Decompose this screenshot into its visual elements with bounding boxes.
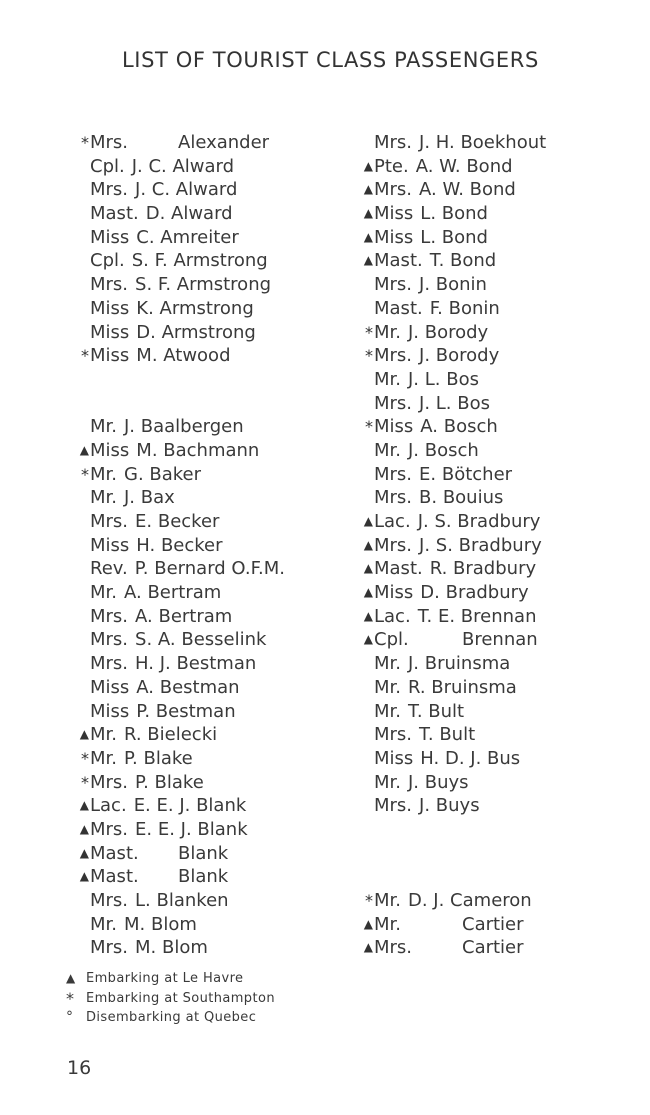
passenger-row (74, 273, 364, 297)
marker-slot (74, 676, 89, 700)
legend-item (66, 989, 275, 1009)
passenger-row (358, 344, 648, 368)
passenger-name: T. E. Brennan (417, 605, 537, 627)
passenger-row (358, 557, 648, 581)
passenger-name: D. Alward (145, 203, 233, 225)
passenger-row (358, 392, 648, 416)
asterisk-icon: * (365, 417, 373, 437)
passenger-row (74, 557, 364, 581)
passenger-name: B. Bouius (419, 487, 504, 509)
triangle-icon: ▲ (79, 821, 89, 836)
triangle-icon: ▲ (363, 940, 373, 955)
passenger-name: J. H. Boekhout (419, 132, 547, 153)
passenger-name: D. Armstrong (136, 321, 256, 343)
marker-slot (74, 415, 89, 439)
passenger-name: E. E. J. Blank (135, 818, 248, 840)
passenger-title: Mrs. (374, 487, 413, 509)
passenger-title: Cpl. (90, 250, 125, 272)
passenger-name: J. Bax (124, 487, 175, 509)
passenger-title: Mr. (374, 890, 401, 911)
passenger-name: S. F. Armstrong (135, 274, 272, 296)
passenger-row (358, 321, 648, 345)
passenger-title: Pte. (374, 155, 409, 177)
passenger-name: T. Bult (408, 700, 465, 722)
passenger-row (74, 794, 364, 818)
marker-slot (74, 273, 89, 297)
passenger-name: M. Bachmann (136, 439, 260, 461)
triangle-icon: ▲ (363, 158, 373, 173)
asterisk-icon: * (81, 346, 89, 366)
triangle-icon: ▲ (79, 845, 89, 860)
asterisk-icon: * (365, 322, 373, 342)
spacer-row (358, 865, 648, 889)
passenger-title: Mr. (374, 368, 401, 390)
passenger-name: D. Bradbury (420, 582, 529, 604)
asterisk-icon: * (81, 464, 89, 484)
asterisk-icon: * (81, 772, 89, 792)
passenger-row (358, 771, 648, 795)
triangle-icon: ▲ (363, 561, 373, 576)
passenger-title: Mast. (90, 203, 139, 225)
marker-slot (74, 605, 89, 629)
passenger-title: Miss (374, 582, 414, 604)
passenger-row (74, 534, 364, 558)
passenger-title: Mr. (90, 463, 117, 485)
triangle-icon: ▲ (79, 869, 89, 884)
passenger-name: P. Bestman (136, 700, 236, 722)
passenger-row (74, 249, 364, 273)
passenger-row (358, 747, 648, 771)
passenger-title: Mrs. (90, 605, 129, 627)
passenger-title: Lac. (90, 795, 127, 817)
passenger-name: J. L. Bos (408, 368, 479, 390)
passenger-title: Mast. (90, 842, 139, 864)
passenger-name: J. Baalbergen (124, 416, 244, 438)
asterisk-icon: * (365, 891, 373, 910)
passenger-row (74, 818, 364, 842)
passenger-title: Mr. (374, 700, 401, 722)
passenger-name: M. Blom (135, 937, 208, 959)
marker-slot (358, 723, 373, 747)
marker-slot (74, 178, 89, 202)
passenger-title: Mrs. (90, 818, 129, 840)
triangle-icon: ▲ (66, 971, 76, 985)
passenger-row (358, 273, 648, 297)
passenger-row (358, 249, 648, 273)
passenger-row (74, 652, 364, 676)
passenger-name: H. D. J. Bus (420, 747, 521, 769)
passenger-title: Mrs. (90, 274, 129, 296)
legend-item (66, 1008, 275, 1028)
passenger-row (74, 889, 364, 913)
passenger-name: E. Becker (135, 511, 220, 532)
triangle-icon: ▲ (363, 253, 373, 268)
marker-slot (74, 534, 89, 558)
passenger-row (74, 439, 364, 463)
degree-icon: ° (66, 1009, 74, 1025)
passenger-title: Miss (90, 297, 130, 319)
marker-slot (74, 700, 89, 724)
passenger-title: Mrs. (374, 463, 413, 485)
passenger-row (74, 202, 364, 226)
passenger-row (358, 652, 648, 676)
passenger-title: Lac. (374, 605, 411, 627)
passenger-name: J. Bruinsma (408, 653, 511, 675)
marker-slot (358, 700, 373, 724)
passenger-name: M. Blom (124, 913, 197, 935)
asterisk-icon: * (81, 748, 89, 768)
passenger-title: Mrs. (90, 937, 129, 959)
passenger-row (74, 463, 364, 487)
passenger-title: Mr. (374, 321, 401, 343)
passenger-name: J. S. Bradbury (419, 534, 542, 556)
passenger-title: Mr. (90, 913, 117, 935)
passenger-name: D. J. Cameron (408, 890, 532, 911)
passenger-name: M. Atwood (136, 345, 231, 367)
passenger-name: J. Buys (408, 771, 469, 793)
passenger-name: J. C. Alward (131, 155, 235, 177)
passenger-name: G. Baker (124, 463, 202, 485)
marker-slot (358, 771, 373, 795)
spacer-row (74, 368, 364, 392)
passenger-name: Alexander (178, 132, 270, 153)
passenger-name: Brennan (462, 629, 538, 651)
marker-slot (358, 794, 373, 818)
marker-slot (74, 913, 89, 937)
triangle-icon: ▲ (363, 632, 373, 647)
spacer-row (358, 818, 648, 842)
passenger-row (358, 202, 648, 226)
passenger-title: Mr. (90, 487, 117, 509)
marker-slot (74, 936, 89, 960)
passenger-name: F. Bonin (429, 297, 500, 319)
passenger-title: Miss (90, 439, 130, 461)
passenger-title: Lac. (374, 511, 411, 532)
asterisk-icon: * (66, 988, 75, 1008)
passenger-name: A. Bertram (124, 582, 222, 604)
passenger-row (74, 936, 364, 960)
passenger-row (358, 889, 648, 913)
marker-slot (74, 226, 89, 250)
passenger-row (74, 605, 364, 629)
passenger-row (358, 676, 648, 700)
asterisk-icon: * (365, 346, 373, 366)
passenger-name: S. F. Armstrong (131, 250, 268, 272)
passenger-title: Mr. (374, 676, 401, 698)
passenger-title: Mrs. (374, 179, 413, 201)
passenger-name: J. S. Bradbury (417, 511, 541, 532)
passenger-title: Mrs. (374, 795, 413, 817)
passenger-row (74, 842, 364, 866)
marker-slot (74, 321, 89, 345)
passenger-name: R. Bradbury (429, 558, 537, 580)
passenger-row (358, 700, 648, 724)
passenger-title: Cpl. (374, 629, 409, 651)
passenger-title: Mrs. (90, 890, 129, 911)
marker-slot (358, 652, 373, 676)
triangle-icon: ▲ (363, 608, 373, 623)
passenger-row (358, 794, 648, 818)
passenger-row (358, 178, 648, 202)
passenger-name: J. Buys (419, 795, 480, 817)
passenger-name: E. Bötcher (419, 463, 513, 485)
marker-slot (358, 273, 373, 297)
passenger-name: A. W. Bond (419, 179, 516, 201)
passenger-title: Miss (90, 345, 130, 367)
passenger-row (358, 297, 648, 321)
passenger-title: Mast. (374, 297, 423, 319)
passenger-row (74, 676, 364, 700)
passenger-title: Mr. (90, 582, 117, 604)
marker-slot (74, 889, 89, 913)
passenger-row (74, 628, 364, 652)
marker-slot (74, 652, 89, 676)
passenger-name: J. L. Bos (419, 392, 490, 414)
triangle-icon: ▲ (79, 442, 89, 457)
marker-slot (74, 557, 89, 581)
passenger-row (358, 463, 648, 487)
passenger-title: Miss (374, 747, 414, 769)
marker-slot (74, 510, 89, 534)
passenger-name: J. Bosch (408, 439, 479, 461)
passenger-name: J. Borody (419, 345, 500, 367)
legend-text: Embarking at Southampton (86, 990, 275, 1006)
passenger-name: L. Blanken (135, 890, 229, 911)
passenger-row (74, 510, 364, 534)
passenger-title: Mast. (374, 250, 423, 272)
passenger-row (74, 723, 364, 747)
passenger-title: Mrs. (90, 771, 129, 793)
passenger-title: Mr. (374, 913, 401, 935)
passenger-title: Mrs. (374, 132, 413, 153)
passenger-title: Mrs. (90, 511, 129, 532)
passenger-row (358, 913, 648, 937)
passenger-row (358, 226, 648, 250)
passenger-row (358, 439, 648, 463)
passenger-row (358, 628, 648, 652)
passenger-row (358, 155, 648, 179)
passenger-row (74, 155, 364, 179)
passenger-name: L. Bond (420, 226, 488, 248)
passenger-row (74, 913, 364, 937)
passenger-column-left (74, 131, 364, 960)
passenger-title: Mrs. (374, 937, 413, 959)
passenger-row (358, 510, 648, 534)
passenger-title: Mrs. (374, 534, 413, 556)
passenger-row (74, 486, 364, 510)
marker-slot (74, 249, 89, 273)
marker-slot (74, 155, 89, 179)
page-title: LIST OF TOURIST CLASS PASSENGERS (122, 48, 539, 72)
marker-slot (358, 439, 373, 463)
passenger-row (358, 415, 648, 439)
marker-slot (358, 463, 373, 487)
passenger-name: P. Blake (135, 771, 204, 793)
passenger-title: Mast. (90, 866, 139, 888)
passenger-row (74, 700, 364, 724)
passenger-title: Mrs. (90, 653, 129, 675)
marker-slot (358, 131, 373, 155)
passenger-name: T. Bond (429, 250, 497, 272)
passenger-title: Miss (374, 226, 414, 248)
passenger-title: Mrs. (90, 132, 129, 153)
passenger-row (358, 581, 648, 605)
marker-slot (358, 676, 373, 700)
passenger-title: Mr. (90, 747, 117, 769)
passenger-name: R. Bielecki (124, 724, 218, 746)
passenger-row (74, 131, 364, 155)
passenger-row (74, 297, 364, 321)
passenger-row (74, 178, 364, 202)
passenger-title: Cpl. (90, 155, 125, 177)
marker-slot (74, 581, 89, 605)
passenger-title: Mrs. (374, 724, 413, 746)
passenger-name: K. Armstrong (136, 297, 254, 319)
triangle-icon: ▲ (79, 798, 89, 813)
passenger-name: E. E. J. Blank (133, 795, 247, 817)
legend (66, 969, 275, 1028)
marker-slot (74, 202, 89, 226)
passenger-name: P. Blake (124, 747, 193, 769)
passenger-title: Mrs. (374, 392, 413, 414)
spacer-row (358, 842, 648, 866)
passenger-title: Mr. (374, 653, 401, 675)
passenger-row (358, 486, 648, 510)
passenger-row (74, 321, 364, 345)
passenger-name: L. Bond (420, 203, 488, 225)
passenger-name: R. Bruinsma (408, 676, 517, 698)
marker-slot (358, 297, 373, 321)
marker-slot (74, 297, 89, 321)
passenger-row (74, 344, 364, 368)
passenger-name: H. J. Bestman (135, 653, 257, 675)
passenger-name: J. C. Alward (135, 179, 238, 201)
passenger-row (74, 771, 364, 795)
passenger-row (358, 936, 648, 960)
passenger-name: H. Becker (136, 534, 223, 556)
passenger-title: Mrs. (374, 345, 413, 367)
passenger-row (74, 581, 364, 605)
passenger-name: C. Amreiter (136, 226, 239, 248)
marker-slot (358, 747, 373, 771)
passenger-row (358, 534, 648, 558)
passenger-row (358, 368, 648, 392)
passenger-row (358, 605, 648, 629)
passenger-title: Miss (90, 700, 130, 722)
marker-slot (358, 486, 373, 510)
passenger-title: Mrs. (90, 629, 129, 651)
passenger-title: Miss (90, 534, 130, 556)
marker-slot (358, 368, 373, 392)
passenger-row (74, 226, 364, 250)
passenger-name: T. Bult (419, 724, 476, 746)
passenger-name: P. Bernard O.F.M. (134, 558, 286, 580)
passenger-row (358, 723, 648, 747)
passenger-title: Mr. (374, 771, 401, 793)
asterisk-icon: * (81, 133, 89, 152)
passenger-title: Miss (90, 676, 130, 698)
passenger-title: Miss (374, 203, 414, 225)
legend-text: Embarking at Le Havre (86, 971, 244, 986)
passenger-title: Mr. (374, 439, 401, 461)
spacer-row (74, 392, 364, 416)
passenger-title: Mrs. (90, 179, 129, 201)
passenger-name: A. Bosch (420, 416, 498, 438)
passenger-row (358, 131, 648, 155)
passenger-title: Rev. (90, 558, 128, 580)
passenger-name: Cartier (462, 937, 524, 959)
triangle-icon: ▲ (363, 916, 373, 931)
passenger-name: Cartier (462, 913, 524, 935)
passenger-name: A. Bestman (136, 676, 240, 698)
triangle-icon: ▲ (363, 537, 373, 552)
passenger-name: Blank (178, 842, 229, 864)
passenger-title: Mrs. (374, 274, 413, 296)
legend-text: Disembarking at Quebec (86, 1010, 257, 1025)
triangle-icon: ▲ (363, 514, 373, 528)
passenger-row (74, 747, 364, 771)
passenger-name: S. A. Besselink (135, 629, 267, 651)
passenger-name: A. Bertram (135, 605, 233, 627)
triangle-icon: ▲ (363, 206, 373, 221)
passenger-title: Miss (90, 321, 130, 343)
passenger-title: Miss (90, 226, 130, 248)
triangle-icon: ▲ (363, 182, 373, 197)
legend-item (66, 969, 275, 989)
page-number: 16 (67, 1057, 92, 1079)
triangle-icon: ▲ (79, 727, 89, 742)
passenger-title: Mast. (374, 558, 423, 580)
passenger-title: Mr. (90, 416, 117, 438)
passenger-name: Blank (178, 866, 229, 888)
passenger-name: A. W. Bond (415, 155, 513, 177)
marker-slot (74, 628, 89, 652)
passenger-row (74, 865, 364, 889)
triangle-icon: ▲ (363, 229, 373, 244)
passenger-name: J. Borody (408, 321, 489, 343)
passenger-column-right (358, 131, 648, 960)
passenger-name: J. Bonin (419, 274, 487, 296)
marker-slot (74, 486, 89, 510)
passenger-row (74, 415, 364, 439)
marker-slot (358, 392, 373, 416)
triangle-icon: ▲ (363, 585, 373, 600)
passenger-title: Miss (374, 416, 414, 438)
passenger-title: Mr. (90, 724, 117, 746)
